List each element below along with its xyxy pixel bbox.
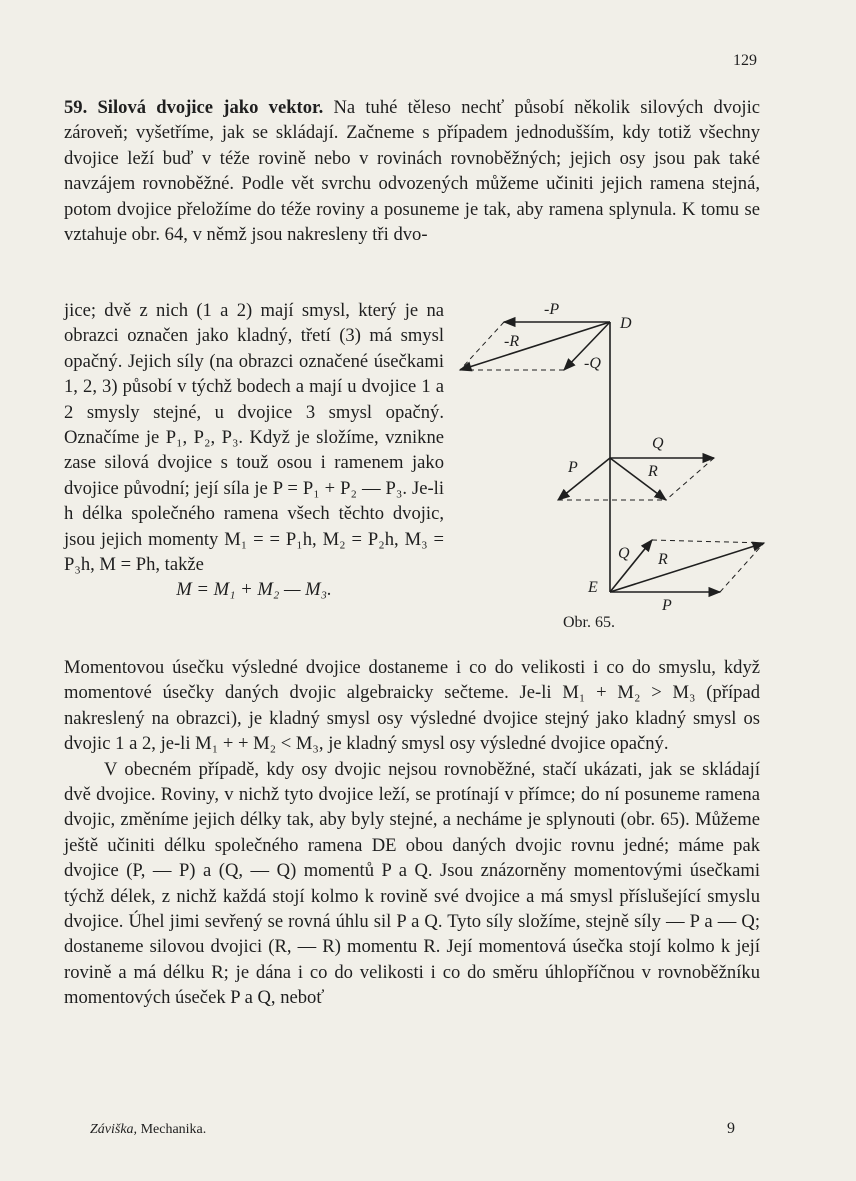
dashed-line <box>666 458 714 500</box>
paragraph-general-case: V obecném případě, kdy osy dvojic nejsou rovnoběžné, stačí ukázati, jak se skládají dvě dvojice. Roviny, v nichž tyto dvojice leží, se protínají v přímce; do ní posuneme ramena dvojic, změníme jejich délky tak, aby byly stejné, a necháme je splynouti (obr. 65). Můžeme ještě učiniti délku společného ramena DE obou daných dvojic rovnu jedné; máme pak dvojice (P, — P) a (Q, — Q) momentů P a Q. Jsou znázorněny momentovými úsečkami týchž délek, z nichž každá stojí kolmo k rovině své dvojice a má smysl příslušející smyslu dvojice. Úhel jimi sevřený se rovná úhlu sil P a Q. Tyto síly složíme, stejně síly — P a — Q; dostaneme silovou dvojici (R, — R) momentu R. Její momentová úsečka stojí kolmo k její rovině a má délku R; je dána i co do velikosti i co do směru úhlopříčnou v rovnoběžníku momentových úseček P a Q, neboť <box>64 758 760 1009</box>
equation: M = M₁ + M₂ — M₃. <box>176 579 332 601</box>
label-d: D <box>620 315 632 332</box>
paragraph-intro <box>64 95 760 247</box>
paragraph-tail: Momentovou úsečku výsledné dvojice dostaneme i co do velikosti i co do smyslu, když momentové úsečky daných dvojic algebraicky sečteme. Je-li M₁ + M₂ > M₃ (případ nakreslený na obrazci), je kladný smysl osy výsledné dvojice stejný jako kladný smysl os dvojic 1 a 2, je-li M₁ + + M₂ < M₃, je kladný smysl osy výsledné dvojice opačný. <box>64 657 760 755</box>
paragraph-wrap-text: jice; dvě z nich (1 a 2) mají smysl, který je na obrazci označen jako kladný, třetí (3) má smysl opačný. Jejich síly (na obrazci označené úsečkami 1, 2, 3) působí v týchž bodech a mají u dvojice 1 a 2 smysly stejné, u dvojice 3 smysl opačný. Označíme je P₁, P₂, P₃. Když je složíme, vznikne zase silová dvojice s touž osou i ramenem jako dvojice původní; její síla je P = P₁ + P₂ — P₃. Je-li h délka společného ramena všech těchto dvojic, jsou jejich momenty M₁ = = P₁h, M₂ = P₂h, M₃ = P₃h, M = Ph, takže <box>64 300 444 576</box>
label-r-mid: R <box>648 463 658 480</box>
label-q-low: Q <box>618 545 630 562</box>
paragraph-body <box>64 655 760 1011</box>
label-e: E <box>588 579 598 596</box>
label-neg-p: -P <box>544 301 560 318</box>
label-neg-r: -R <box>504 333 520 350</box>
paragraph-intro-text: Na tuhé těleso nechť působí několik silových dvojic zároveň; vyšetříme, jak se skládají. Začneme s případem jednodušším, kdy totiž všechny dvojice leží buď v téže rovině nebo v rovinách rovnoběžných; jejich osy jsou pak také navzájem rovnoběžné. Podle vět svrchu odvozených můžeme učiniti jejich ramena stejná, potom dvojice přeložíme do téže roviny a posuneme je tak, aby ramena splynula. K tomu se vztahuje obr. 64, v němž jsou nakresleny tři dvo- <box>64 97 760 246</box>
dashed-line <box>652 540 764 543</box>
label-p-low: P <box>662 597 672 614</box>
label-neg-q: -Q <box>584 355 601 372</box>
footer-left <box>90 1122 206 1138</box>
footer-title: Mechanika. <box>137 1122 207 1137</box>
footer-author: Záviška, <box>90 1122 138 1137</box>
figure-65 <box>452 296 772 646</box>
vector-q-low <box>610 540 652 592</box>
page-number: 129 <box>733 52 757 69</box>
paragraph-wrapped-column <box>64 298 444 603</box>
vector-p-mid <box>558 458 610 500</box>
footer-sheet-number: 9 <box>727 1120 735 1137</box>
figure-caption: Obr. 65. <box>563 614 615 631</box>
vector-r-low <box>610 543 764 592</box>
section-heading: 59. Silová dvojice jako vektor. <box>64 97 324 118</box>
label-p-mid: P <box>568 459 578 476</box>
label-r-low: R <box>658 551 668 568</box>
label-q-mid: Q <box>652 435 664 452</box>
